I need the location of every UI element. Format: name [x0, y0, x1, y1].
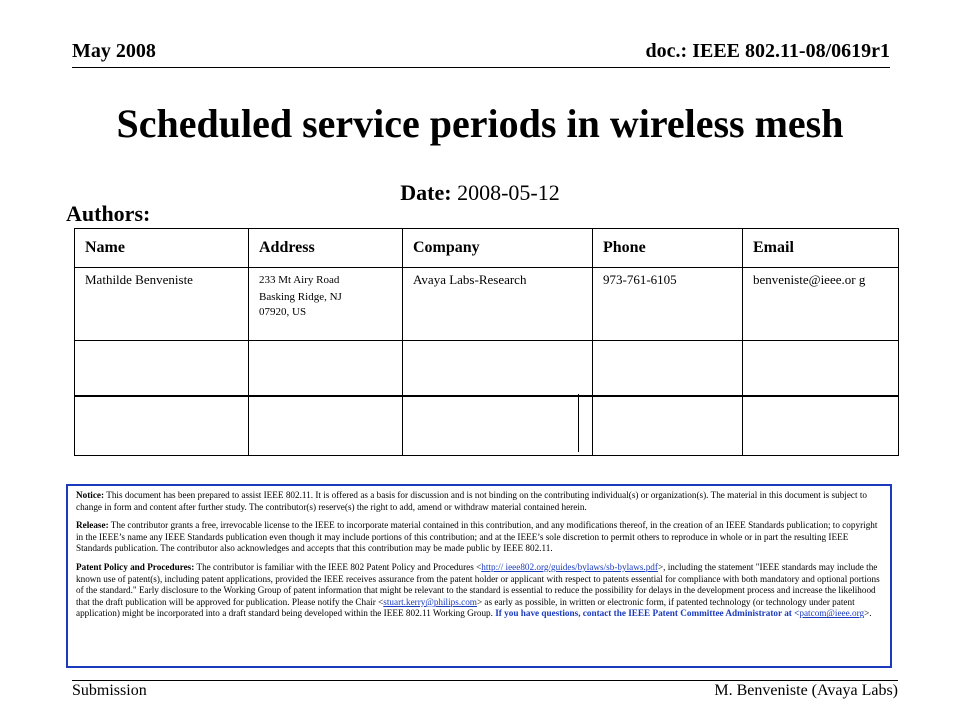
- patcom-email-link[interactable]: patcom@ieee.org: [799, 608, 865, 619]
- slide-title: Scheduled service periods in wireless mesh: [116, 101, 844, 146]
- footer-submission: Submission: [72, 682, 147, 699]
- cell-empty: [743, 396, 899, 456]
- address-line-2: Basking Ridge, NJ: [259, 291, 342, 303]
- vertical-line-marker: [578, 394, 579, 452]
- col-header-name: Name: [75, 229, 249, 268]
- patent-end: >.: [864, 608, 872, 619]
- cell-phone: 973-761-6105: [593, 268, 743, 341]
- patent-text-1: The contributor is familiar with the IEEE 802 Patent Policy and Procedures <: [196, 561, 482, 572]
- table-row: [75, 396, 899, 456]
- patent-contact-text: If you have questions, contact the IEEE Patent Committee Administrator at <: [495, 608, 800, 619]
- patent-label: Patent Policy and Procedures:: [76, 561, 195, 572]
- col-header-address: Address: [249, 229, 403, 268]
- authors-table: [74, 228, 899, 456]
- col-header-company: Company: [403, 229, 593, 268]
- cell-empty: [593, 396, 743, 456]
- notice-paragraph: [76, 490, 882, 513]
- table-row: [75, 341, 899, 397]
- footer-author: M. Benveniste (Avaya Labs): [714, 682, 898, 699]
- cell-empty: [743, 341, 899, 397]
- address-line-3: 07920, US: [259, 306, 307, 318]
- header-doc-id: doc.: IEEE 802.11-08/0619r1: [645, 40, 890, 62]
- authors-label: Authors:: [66, 201, 151, 226]
- address-line-1: 233 Mt Airy Road: [259, 274, 340, 286]
- cell-empty: [403, 396, 593, 456]
- patent-paragraph: [76, 562, 882, 620]
- notice-text: This document has been prepared to assist IEEE 802.11. It is offered as a basis for discussion and is not binding on the contributing individual(s) or organization(s). The material in this document is subject to change in form and content after further study. The contributor(s) reserve(s) the right to add, amend or withdraw material contained herein.: [76, 490, 867, 512]
- footer-rule: [72, 680, 898, 681]
- patent-text-2: >, including the statement "IEEE standards may include the known use of patent(s), including patent applications, provided the IEEE receives assurance from the patent holder or applicant with respect to patents essential for compliance with both mandatory and optional portions of the standard." Early disclosure to the Working Group of patent information that might be relevant to the standard is essential to reduce the possibility for delays in the development process and increase the likelihood that the draft publication will be approved for publication. Please notify the Chair <: [76, 561, 880, 607]
- release-label: Release:: [76, 520, 109, 531]
- cell-company: Avaya Labs-Research: [403, 268, 593, 341]
- cell-empty: [593, 341, 743, 397]
- bylaws-link[interactable]: http:// ieee802.org/guides/bylaws/sb-bylaws.pdf: [481, 561, 658, 572]
- notice-label: Notice:: [76, 490, 105, 500]
- patent-text-3: > as early as possible, in written or electronic form, if patented technology (or technology under patent application) might be incorporated into a draft standard being developed within the IEEE 802.11 Working Group.: [76, 596, 855, 619]
- table-row: [75, 268, 899, 341]
- chair-email-link[interactable]: stuart.kerry@philips.com: [383, 596, 477, 607]
- cell-empty: [249, 396, 403, 456]
- col-header-phone: Phone: [593, 229, 743, 268]
- table-header-row: [75, 229, 899, 268]
- col-header-email: Email: [743, 229, 899, 268]
- date-value: 2008-05-12: [457, 180, 560, 205]
- cell-empty: [249, 341, 403, 397]
- cell-email: benveniste@ieee.or g: [743, 268, 899, 341]
- release-paragraph: [76, 520, 882, 555]
- cell-name: Mathilde Benveniste: [75, 268, 249, 341]
- cell-empty: [75, 396, 249, 456]
- header-rule: [72, 67, 890, 68]
- notice-box: [66, 484, 892, 668]
- date-label: Date:: [400, 180, 452, 205]
- cell-empty: [75, 341, 249, 397]
- header-date: May 2008: [72, 40, 156, 62]
- release-text: The contributor grants a free, irrevocable license to the IEEE to incorporate material contained in this contribution, and any modifications thereof, in the creation of an IEEE Standards publication; to copyright in the IEEE’s name any IEEE Standards publication even though it may include portions of this contribution; and at the IEEE’s sole discretion to permit others to reproduce in whole or in part the resulting IEEE Standards publication. The contributor also acknowledges and accepts that this contribution may be made public by IEEE 802.11.: [76, 520, 878, 554]
- cell-empty: [403, 341, 593, 397]
- cell-address: [249, 268, 403, 341]
